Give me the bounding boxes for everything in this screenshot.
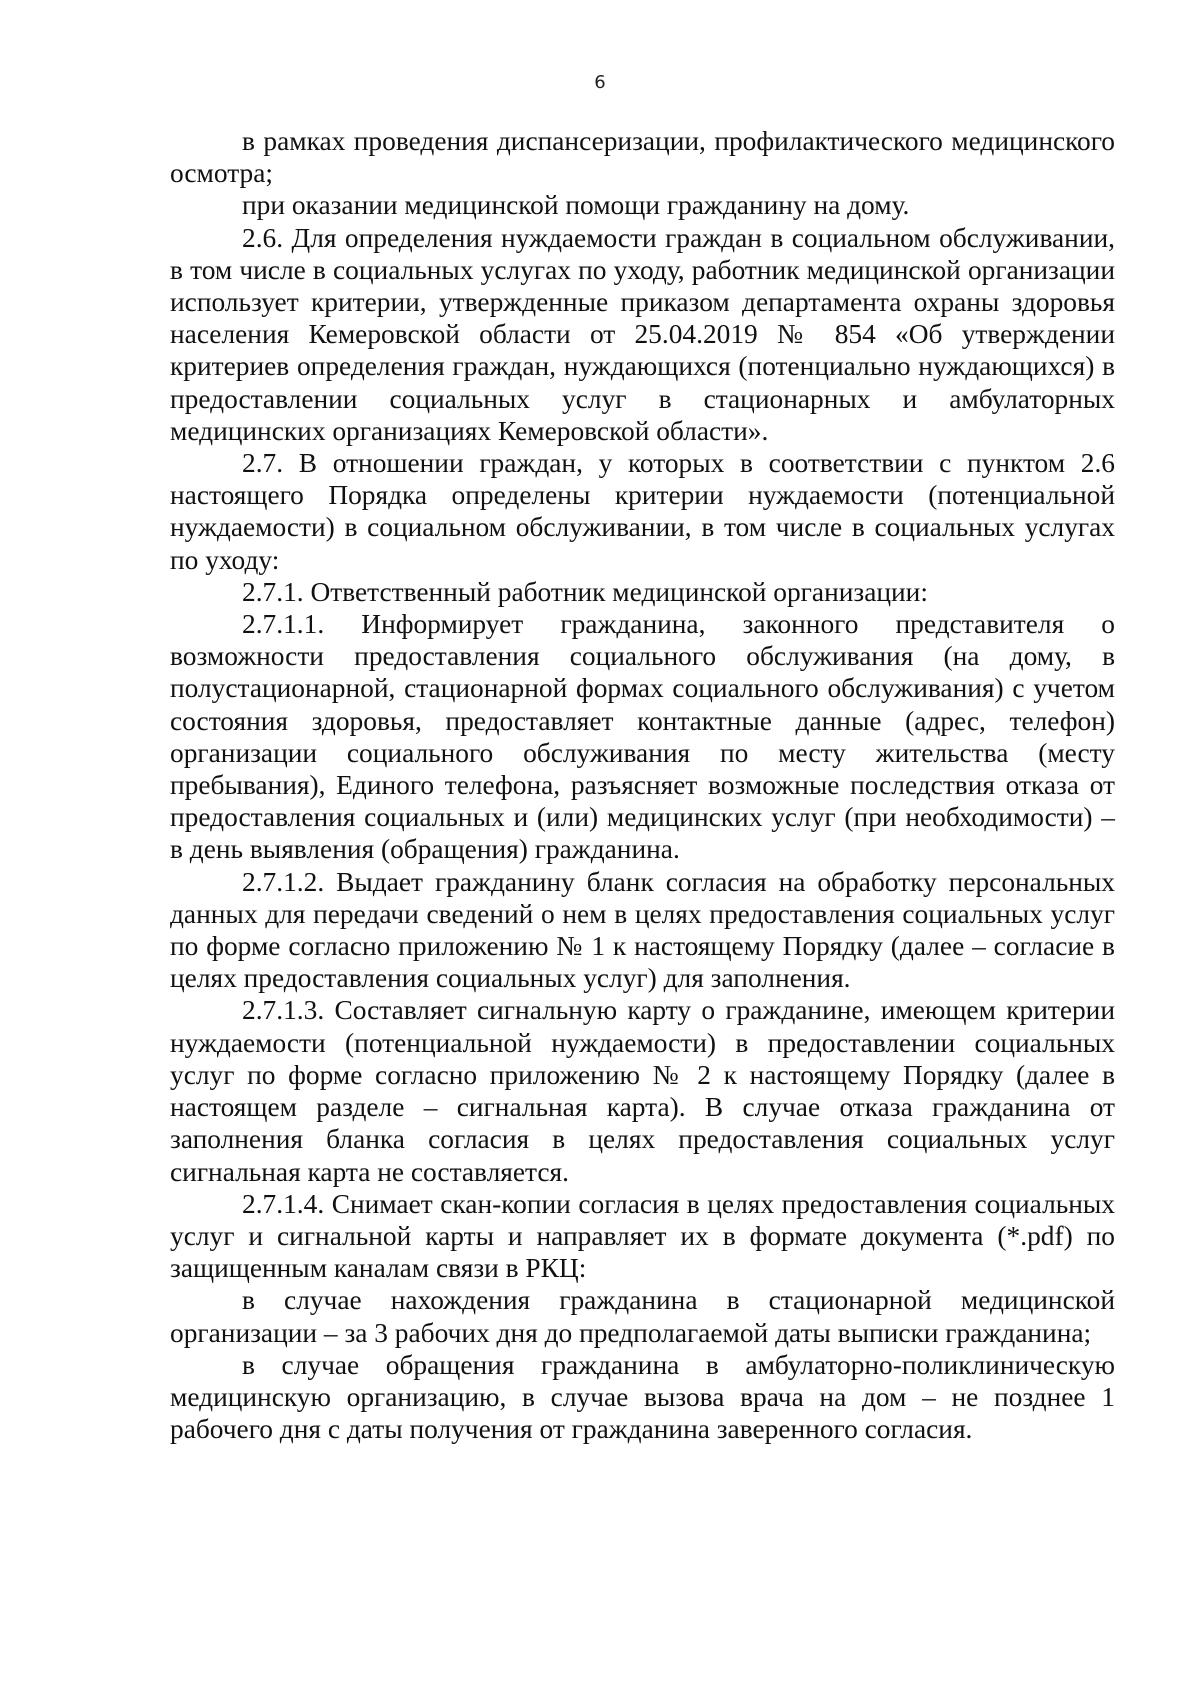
paragraph-2-7-1: 2.7.1. Ответственный работник медицинской организации: xyxy=(242,576,928,607)
paragraph-2-6: 2.6. Для определения нуждаемости граждан в социальном обслуживании, в том числе в социальных услугах по уходу, работник медицинской организации использует критерии, утвержденные приказом департамента охраны здоровья населения Кемеровской области от 25.04.2019 № 854 «Об утверждении критериев определения граждан, нуждающихся (потенциально нуждающихся) в предоставлении социальных услуг в стационарных и амбулаторных медицинских организациях Кемеровской области». xyxy=(170,222,1115,446)
paragraph-2-7-1-3: 2.7.1.3. Составляет сигнальную карту о гражданине, имеющем критерии нуждаемости (потенциальной нуждаемости) в предоставлении социальных услуг по форме согласно приложению № 2 к настоящему Порядку (далее в настоящем разделе – сигнальная карта). В случае отказа гражданина от заполнения бланка согласия в целях предоставления социальных услуг сигнальная карта не составляется. xyxy=(170,995,1115,1187)
page-number: 6 xyxy=(594,72,606,93)
paragraph-2-7-1-1: 2.7.1.1. Информирует гражданина, законного представителя о возможности предоставления социального обслуживания (на дому, в полустационарной, стационарной формах социального обслуживания) с учетом состояния здоровья, предоставляет контактные данные (адрес, телефон) организации социального обслуживания по месту жительства (месту пребывания), Единого телефона, разъясняет возможные последствия отказа от предоставления социальных и (или) медицинских услуг (при необходимости) – в день выявления (обращения) гражданина. xyxy=(170,609,1115,865)
document-body xyxy=(170,125,1115,1445)
paragraph-home-care: при оказании медицинской помощи гражданину на дому. xyxy=(242,190,910,221)
paragraph-2-7: 2.7. В отношении граждан, у которых в соответствии с пунктом 2.6 настоящего Порядка определены критерии нуждаемости (потенциальной нуждаемости) в социальном обслуживании, в том числе в социальных услугах по уходу: xyxy=(170,448,1115,575)
paragraph-2-7-1-4: 2.7.1.4. Снимает скан-копии согласия в целях предоставления социальных услуг и сигнальной карты и направляет их в формате документа (*.pdf) по защищенным каналам связи в РКЦ: xyxy=(170,1188,1115,1284)
paragraph-outpatient-case: в случае обращения гражданина в амбулаторно-поликлиническую медицинскую организацию, в случае вызова врача на дом – не позднее 1 рабочего дня с даты получения от гражданина заверенного согласия. xyxy=(170,1349,1115,1445)
paragraph-dispensary: в рамках проведения диспансеризации, профилактического медицинского осмотра; xyxy=(170,126,1115,189)
paragraph-inpatient-case: в случае нахождения гражданина в стационарной медицинской организации – за 3 рабочих дня до предполагаемой даты выписки гражданина; xyxy=(170,1285,1115,1348)
paragraph-2-7-1-2: 2.7.1.2. Выдает гражданину бланк согласия на обработку персональных данных для передачи сведений о нем в целях предоставления социальных услуг по форме согласно приложению № 1 к настоящему Порядку (далее – согласие в целях предоставления социальных услуг) для заполнения. xyxy=(170,866,1115,994)
